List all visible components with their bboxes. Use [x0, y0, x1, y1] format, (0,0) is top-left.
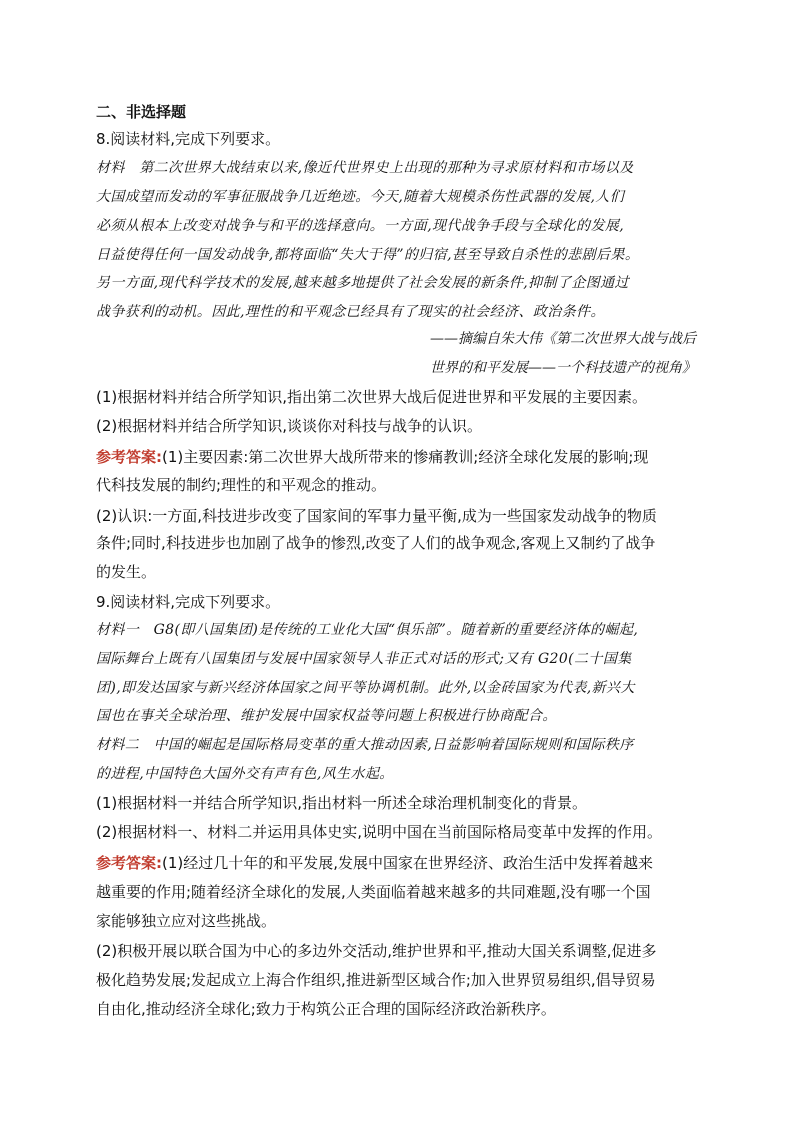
q9-question-1: (1)根据材料一并结合所学知识,指出材料一所述全球治理机制变化的背景。 — [96, 794, 588, 812]
section-title: 二、非选择题 — [96, 103, 187, 121]
q9-question-2: (2)根据材料一、材料二并运用具体史实,说明中国在当前国际格局变革中发挥的作用。 — [96, 823, 663, 841]
q8-answer-line: (2)认识:一方面,科技进步改变了国家间的军事力量平衡,成为一些国家发动战争的物质 — [96, 507, 657, 525]
q8-answer-line: 条件;同时,科技进步也加剧了战争的惨烈,改变了人们的战争观念,客观上又制约了战争 — [96, 534, 656, 552]
q9-material2-line: 材料二 中国的崛起是国际格局变革的重大推动因素,日益影响着国际规则和国际秩序 — [96, 737, 634, 753]
q8-answer-line-1 — [96, 446, 648, 468]
q8-material-line: 大国成望而发动的军事征服战争几近绝迹。今天,随着大规模杀伤性武器的发展,人们 — [96, 189, 625, 205]
q8-title: 8.阅读材料,完成下列要求。 — [96, 130, 281, 148]
q9-material2-line: 的进程,中国特色大国外交有声有色,风生水起。 — [96, 766, 394, 782]
q9-answer-line: 越重要的作用;随着经济全球化的发展,人类面临着越来越多的共同难题,没有哪一个国 — [96, 883, 651, 901]
q9-title: 9.阅读材料,完成下列要求。 — [96, 593, 281, 611]
q8-material-line: 另一方面,现代科学技术的发展,越来越多地提供了社会发展的新条件,抑制了企图通过 — [96, 275, 629, 291]
q8-source-line: ——摘编自朱大伟《第二次世界大战与战后 — [430, 331, 696, 347]
q9-material1-line: 材料一 G8(即八国集团)是传统的工业化大国“俱乐部”。随着新的重要经济体的崛起, — [96, 622, 639, 638]
q8-material-line: 战争获利的动机。因此,理性的和平观念已经具有了现实的社会经济、政治条件。 — [96, 304, 605, 320]
q8-answer-label: 参考答案: — [96, 448, 162, 466]
q8-material-line: 材料 第二次世界大战结束以来,像近代世界史上出现的那种为寻求原材料和市场以及 — [96, 160, 634, 176]
q9-material1-line: 团),即发达国家与新兴经济体国家之间平等协调机制。此外,以金砖国家为代表,新兴大 — [96, 680, 635, 696]
q8-question-2: (2)根据材料并结合所学知识,谈谈你对科技与战争的认识。 — [96, 417, 483, 435]
q9-answer-line: (2)积极开展以联合国为中心的多边外交活动,维护世界和平,推动大国关系调整,促进多 — [96, 942, 657, 960]
q9-answer-text: (1)经过几十年的和平发展,发展中国家在世界经济、政治生活中发挥着越来 — [162, 854, 654, 872]
q8-answer-line: 代科技发展的制约;理性的和平观念的推动。 — [96, 476, 387, 494]
q8-answer-line: 的发生。 — [96, 563, 157, 581]
q9-material1-line: 国也在事关全球治理、维护发展中国家权益等问题上积极进行协商配合。 — [96, 708, 557, 724]
q8-source-line: 世界的和平发展——一个科技遗产的视角》 — [430, 360, 696, 376]
q9-material1-line: 国际舞台上既有八国集团与发展中国家领导人非正式对话的形式;又有 G20(二十国集 — [96, 651, 632, 667]
q8-answer-text: (1)主要因素:第二次世界大战所带来的惨痛教训;经济全球化发展的影响;现 — [162, 448, 649, 466]
q9-answer-label: 参考答案: — [96, 854, 162, 872]
q9-answer-line: 自由化,推动经济全球化;致力于构筑公正合理的国际经济政治新秩序。 — [96, 1000, 556, 1018]
q9-answer-line: 家能够独立应对这些挑战。 — [96, 912, 277, 930]
q8-material-line: 必须从根本上改变对战争与和平的选择意向。一方面,现代战争手段与全球化的发展, — [96, 218, 625, 234]
q9-answer-line-1 — [96, 852, 653, 874]
q9-answer-line: 极化趋势发展;发起成立上海合作组织,推进新型区域合作;加入世界贸易组织,倡导贸易 — [96, 971, 656, 989]
q8-material-line: 日益使得任何一国发动战争,都将面临“失大于得”的归宿,甚至导致自杀性的悲剧后果。 — [96, 247, 640, 263]
q8-question-1: (1)根据材料并结合所学知识,指出第二次世界大战后促进世界和平发展的主要因素。 — [96, 388, 648, 406]
